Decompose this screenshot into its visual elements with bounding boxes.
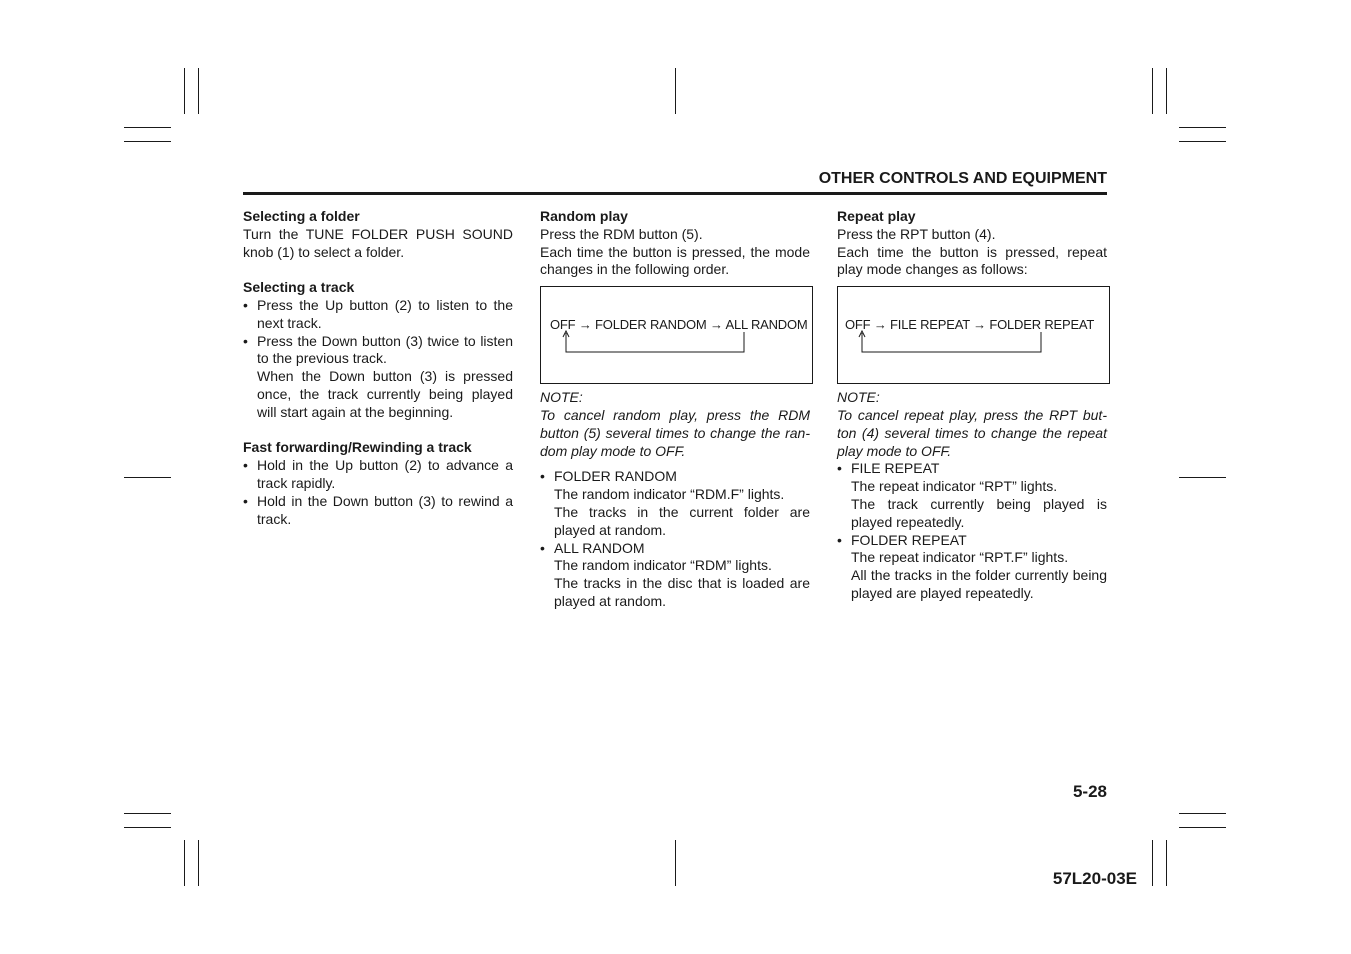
crop-mark (124, 813, 171, 814)
heading-repeat-play: Repeat play (837, 208, 916, 224)
crop-mark (675, 68, 676, 114)
paragraph: Each time the button is pressed, the mode changes in the following order. (540, 243, 810, 278)
return-arrow-icon (838, 287, 1111, 385)
list-item-detail: The random indicator “RDM.F” lights. The tracks in the current folder are played at random. (554, 486, 810, 538)
page-number: 5-28 (1072, 782, 1107, 801)
column-random-play (540, 208, 810, 611)
bullet-icon: • (243, 492, 248, 509)
crop-mark (124, 477, 171, 478)
list-item: • ALL RANDOM (540, 539, 645, 556)
random-mode-diagram (540, 286, 813, 384)
header-rule (243, 192, 1107, 195)
bullet-icon: • (243, 296, 248, 313)
document-code: 57L20-03E (1052, 869, 1137, 888)
list-item-detail: The repeat indicator “RPT.F” lights. All the tracks in the folder currently being played are played repeatedly. (851, 549, 1107, 601)
mode-file-repeat: FILE REPEAT (890, 317, 970, 333)
arrow-right-icon: → (873, 317, 891, 333)
list-item-continuation: When the Down button (3) is pressed once, the track currently being played will start again at the beginning. (257, 368, 513, 420)
arrow-right-icon: → (973, 317, 990, 333)
crop-mark (198, 840, 199, 886)
mode-all-random: ALL RANDOM (725, 317, 808, 333)
paragraph: Each time the button is pressed, repeat play mode changes as follows: (837, 243, 1107, 278)
repeat-mode-diagram (837, 286, 1110, 384)
section-title: OTHER CONTROLS AND EQUIPMENT (818, 170, 1107, 187)
crop-mark (1179, 827, 1226, 828)
bullet-icon: • (243, 332, 248, 349)
crop-mark (1166, 840, 1167, 886)
list-item: • Hold in the Down button (3) to rewind a track. (243, 492, 513, 527)
paragraph: Press the RDM button (5). (540, 225, 703, 242)
crop-mark (1179, 127, 1226, 128)
note-text: To cancel repeat play, press the RPT but-ton (4) several times to change the repeat play mode to OFF. (837, 406, 1107, 459)
column-repeat-play (837, 208, 1107, 603)
crop-mark (1152, 840, 1153, 886)
list-item-detail: The random indicator “RDM” lights. The tracks in the disc that is loaded are played at random. (554, 557, 810, 609)
bullet-icon: • (540, 468, 545, 485)
heading-fast-forward: Fast forwarding/Rewinding a track (243, 439, 472, 456)
crop-mark (124, 827, 171, 828)
mode-off: OFF (550, 317, 576, 333)
crop-mark (124, 141, 171, 142)
crop-mark (184, 840, 185, 886)
heading-selecting-folder: Selecting a folder (243, 208, 360, 224)
bullet-icon: • (837, 531, 842, 548)
crop-mark (124, 127, 171, 128)
crop-mark (1179, 813, 1226, 814)
mode-off: OFF (845, 317, 871, 333)
list-item: • Hold in the Up button (2) to advance a track rapidly. (243, 457, 513, 491)
crop-mark (1166, 68, 1167, 114)
column-folder-track (243, 208, 513, 528)
paragraph: Press the RPT button (4). (837, 225, 996, 242)
heading-selecting-track: Selecting a track (243, 279, 355, 296)
note-label: NOTE: (540, 389, 583, 406)
note-label: NOTE: (837, 389, 880, 406)
crop-mark (198, 68, 199, 114)
bullet-icon: • (837, 460, 842, 477)
crop-mark (1152, 68, 1153, 114)
arrow-right-icon: → (578, 317, 596, 333)
crop-mark (1179, 141, 1226, 142)
arrow-right-icon: → (710, 317, 726, 333)
crop-mark (675, 840, 676, 886)
heading-random-play: Random play (540, 208, 628, 224)
bullet-icon: • (540, 539, 545, 556)
paragraph: Turn the TUNE FOLDER PUSH SOUND knob (1) to select a folder. (243, 225, 513, 260)
list-item: • Press the Up button (2) to listen to the next track. (243, 296, 513, 331)
note-text: To cancel random play, press the RDM button (5) several times to change the ran-dom play mode to OFF. (540, 406, 810, 459)
mode-folder-repeat: FOLDER REPEAT (989, 317, 1095, 333)
mode-folder-random: FOLDER RANDOM (595, 317, 707, 333)
list-item: • FILE REPEAT (837, 460, 940, 477)
crop-mark (1179, 477, 1226, 478)
bullet-icon: • (243, 457, 248, 474)
crop-mark (184, 68, 185, 114)
list-item-detail: The repeat indicator “RPT” lights. The track currently being played is played repeatedly. (851, 478, 1107, 530)
list-item: • FOLDER REPEAT (837, 531, 967, 548)
list-item: • FOLDER RANDOM (540, 468, 677, 485)
list-item: • Press the Down button (3) twice to listen to the previous track. (243, 332, 513, 367)
return-arrow-icon (541, 287, 814, 385)
